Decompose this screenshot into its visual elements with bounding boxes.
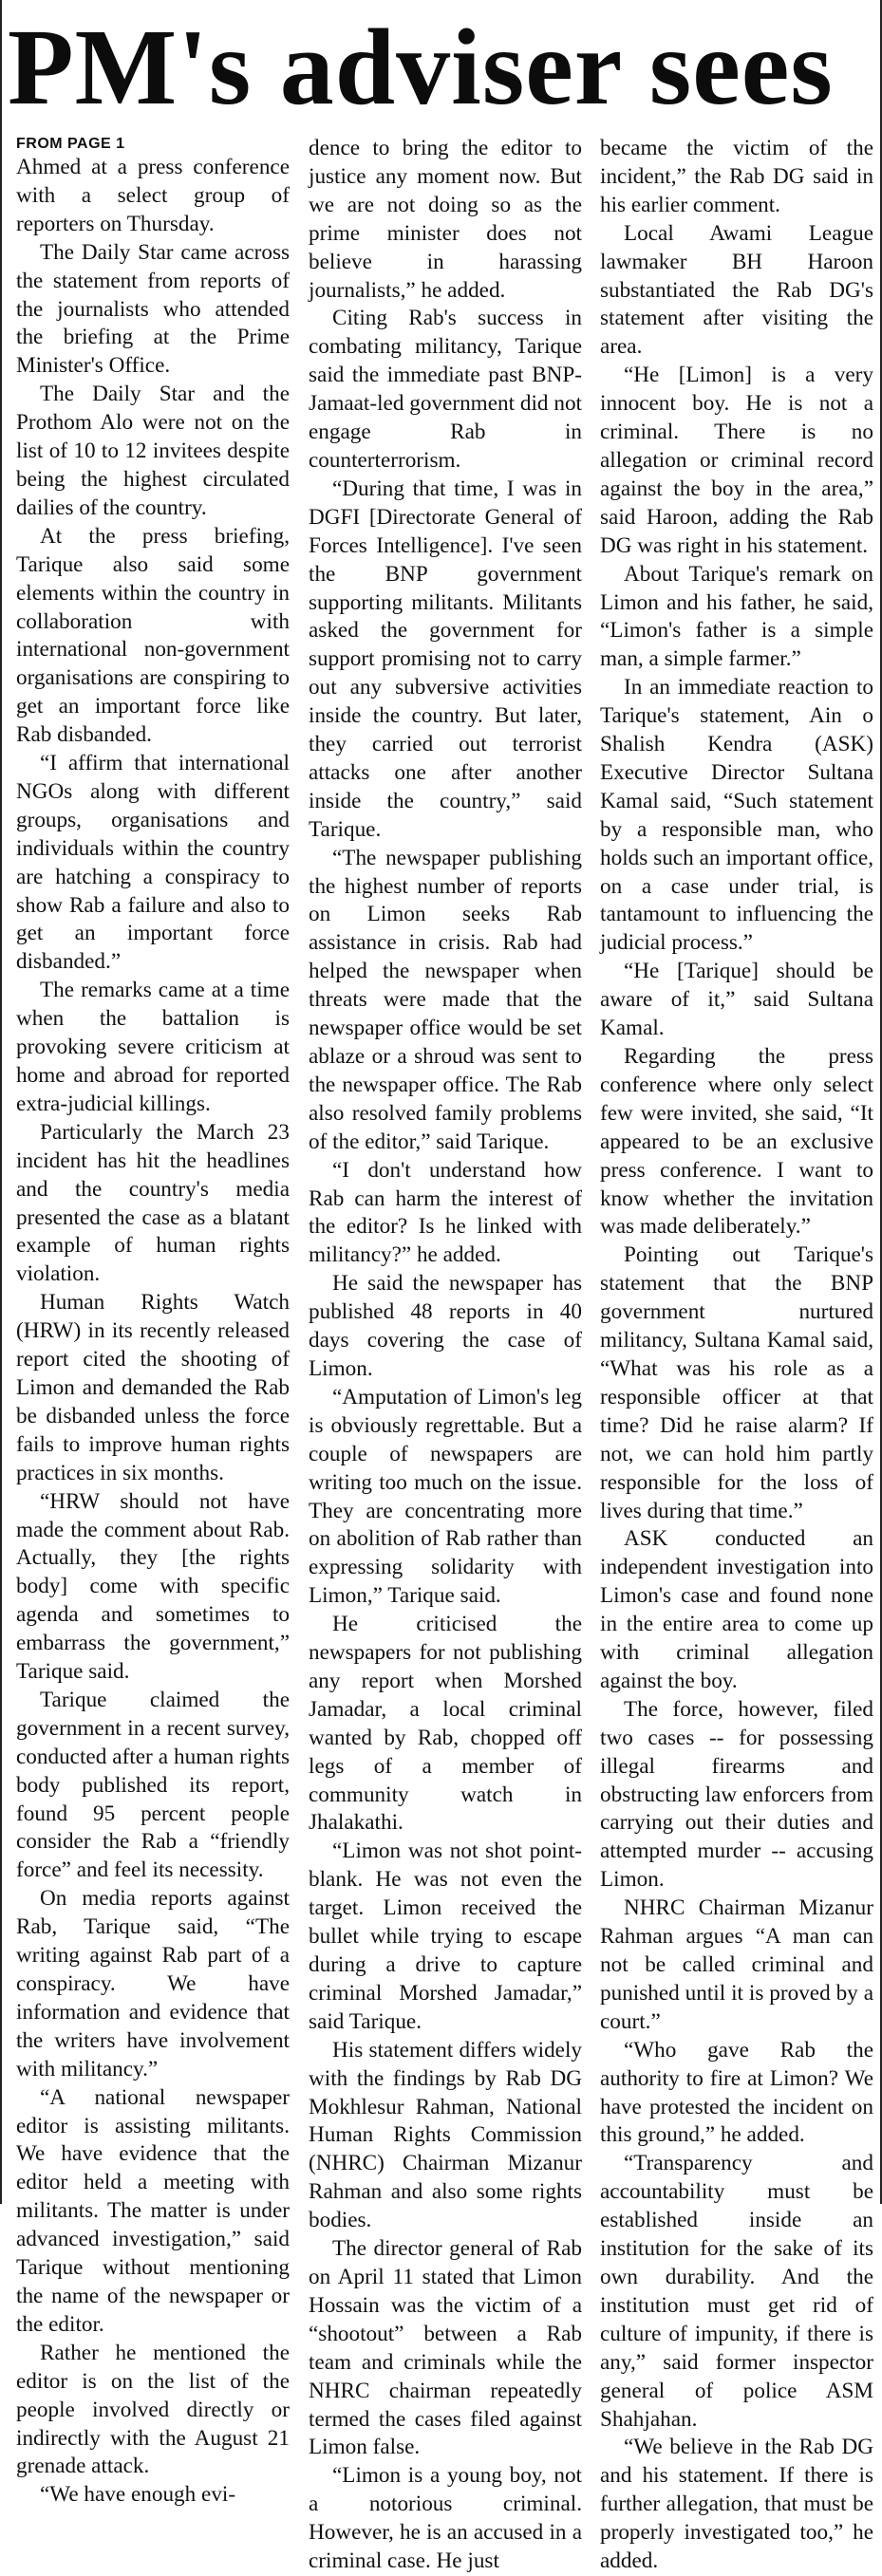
- article-paragraph: became the victim of the incident,” the Rab DG said in his earlier comment.: [600, 136, 873, 217]
- article-paragraph: “During that time, I was in DGFI [Directorate General of Forces Intelligence]. I've seen the BNP government supporting militants. Militants asked the government for support promising not to carry out any subversive activities inside the country. But later, they carried out terrorist attacks one after another inside the country,” said Tarique.: [309, 476, 582, 842]
- paragraphs: [600, 135, 873, 2576]
- article-paragraph: “We have enough evi-: [40, 2482, 236, 2508]
- article-paragraph: dence to bring the editor to justice any moment now. But we are not doing so as the prime minister does not believe in harassing journalists,” he added.: [309, 136, 582, 303]
- article-column-1: [16, 135, 290, 2510]
- article-paragraph: “The newspaper publishing the highest number of reports on Limon seeks Rab assistance in crisis. Rab had helped the newspaper when threats were made that the newspaper office would be set ablaze or a shroud was sent to the newspaper office. The Rab also resolved family problems of the editor,” said Tarique.: [309, 845, 582, 1154]
- article-paragraph: Local Awami League lawmaker BH Haroon substantiated the Rab DG's statement after visiting the area.: [600, 220, 873, 360]
- article-column-2: [309, 135, 582, 2576]
- article-paragraph: “Transparency and accountability must be established inside an institution for the sake of its own durability. And the institution must get rid of culture of impunity, if there is any,” said former inspector general of police ASM Shahjahan.: [600, 2151, 873, 2432]
- article-paragraph: Ahmed at a press conference with a select group of reporters on Thursday.: [16, 155, 290, 236]
- article-column-3: [600, 135, 873, 2576]
- article-paragraph: “HRW should not have made the comment about Rab. Actually, they [the rights body] come with specific agenda and sometimes to embarrass the government,” Tarique said.: [16, 1488, 290, 1685]
- article-paragraph: He criticised the newspapers for not publishing any report when Morshed Jamadar, a local criminal wanted by Rab, chopped off legs of a member of community watch in Jhalakathi.: [309, 1612, 582, 1836]
- paragraphs: [309, 135, 582, 2576]
- article-paragraph: ASK conducted an independent investigation into Limon's case and found none in the entire area to come up with criminal allegation against the boy.: [600, 1526, 873, 1693]
- article-paragraph: “He [Limon] is a very innocent boy. He is not a criminal. There is no allegation or criminal record against the boy in the area,” said Haroon, adding the Rab DG was right in his statement.: [600, 363, 873, 558]
- article-paragraph: Citing Rab's success in combating militancy, Tarique said the immediate past BNP-Jamaat-led government did not engage Rab in counterterrorism.: [309, 306, 582, 473]
- headline: PM's adviser sees: [8, 7, 834, 127]
- article-paragraph: “A national newspaper editor is assisting militants. We have evidence that the editor held a meeting with militants. The matter is under advanced investigation,” said Tarique without mentioning the name of the newspaper or the editor.: [16, 2084, 290, 2337]
- article-paragraph: “I don't understand how Rab can harm the interest of the editor? Is he linked with militancy?” he added.: [309, 1157, 582, 1268]
- article-paragraph: The Daily Star came across the statement from reports of the journalists who attended the briefing at the Prime Minister's Office.: [16, 239, 290, 379]
- article-paragraph: The remarks came at a time when the battalion is provoking severe criticism at home and abroad for reported extra-judicial killings.: [16, 978, 290, 1116]
- article-paragraph: “I affirm that international NGOs along with different groups, organisations and individuals within the country are hatching a conspiracy to show Rab a failure and also to get an important force disbanded.”: [16, 751, 290, 975]
- article-paragraph: Pointing out Tarique's statement that the BNP government nurtured militancy, Sultana Kamal said, “What was his role as a responsible officer at that time? Did he raise alarm? If not, we can hold him partly responsible for the loss of lives during that time.”: [600, 1242, 873, 1523]
- article-paragraph: Regarding the press conference where only select few were invited, she said, “It appeared to be an exclusive press conference. I want to know whether the invitation was made deliberately.”: [600, 1044, 873, 1240]
- article-paragraph: “Limon is a young boy, not a notorious criminal. However, he is an accused in a criminal case. He just: [309, 2463, 582, 2574]
- left-border: [0, 0, 2, 2204]
- article-paragraph: At the press briefing, Tarique also said some elements within the country in collaboration with international non-government organisations are conspiring to get an important force like Rab disbanded.: [16, 523, 290, 748]
- article-paragraph: About Tarique's remark on Limon and his father, he said, “Limon's father is a simple man, a simple farmer.”: [600, 561, 873, 672]
- article-paragraph: He said the newspaper has published 48 reports in 40 days covering the case of Limon.: [309, 1271, 582, 1381]
- article-paragraph: “Limon was not shot point-blank. He was not even the target. Limon received the bullet while trying to escape during a drive to capture criminal Morshed Jamadar,” said Tarique.: [309, 1839, 582, 2034]
- article-paragraph: In an immediate reaction to Tarique's statement, Ain o Shalish Kendra (ASK) Executive Director Sultana Kamal said, “Such statement by a responsible man, who holds such an important office, on a case under trial, is tantamount to influencing the judicial process.”: [600, 675, 873, 956]
- dateline: FROM PAGE 1: [16, 136, 125, 152]
- paragraphs: [16, 154, 290, 2510]
- article-paragraph: Human Rights Watch (HRW) in its recently released report cited the shooting of Limon and demanded the Rab be disbanded unless the force fails to improve human rights practices in six months.: [16, 1290, 290, 1485]
- article-paragraph: Particularly the March 23 incident has hit the headlines and the country's media presented the case as a blatant example of human rights violation.: [16, 1119, 290, 1287]
- article-paragraph: Tarique claimed the government in a recent survey, conducted after a human rights body published its report, found 95 percent people consider the Rab a “friendly force” and feel its necessity.: [16, 1687, 290, 1883]
- article-paragraph: “We believe in the Rab DG and his statement. If there is further allegation, that must be properly investigated too,” he added.: [600, 2435, 873, 2574]
- article-paragraph: On media reports against Rab, Tarique said, “The writing against Rab part of a conspiracy. We have information and evidence that the writers have involvement with militancy.”: [16, 1886, 290, 2081]
- article-paragraph: “He [Tarique] should be aware of it,” said Sultana Kamal.: [600, 959, 873, 1041]
- article-paragraph: “Who gave Rab the authority to fire at Limon? We have protested the incident on this ground,” he added.: [600, 2037, 873, 2148]
- article-paragraph: His statement differs widely with the findings by Rab DG Mokhlesur Rahman, National Human Rights Commission (NHRC) Chairman Mizanur Rahman and also some rights bodies.: [309, 2037, 582, 2233]
- article-paragraph: The force, however, filed two cases -- for possessing illegal firearms and obstructing law enforcers from carrying out their duties and attempted murder -- accusing Limon.: [600, 1696, 873, 1893]
- article-paragraph: Rather he mentioned the editor is on the list of the people involved directly or indirectly with the August 21 grenade attack.: [16, 2340, 290, 2479]
- article-paragraph: The Daily Star and the Prothom Alo were not on the list of 10 to 12 invitees despite being the highest circulated dailies of the country.: [16, 382, 290, 520]
- article-paragraph: “Amputation of Limon's leg is obviously regrettable. But a couple of newspapers are writing too much on the issue. They are concentrating more on abolition of Rab rather than expressing solidarity with Limon,” Tarique said.: [309, 1384, 582, 1609]
- article-paragraph: The director general of Rab on April 11 stated that Limon Hossain was the victim of a “shootout” between a Rab team and criminals while the NHRC chairman repeatedly termed the cases filed against Limon false.: [309, 2236, 582, 2460]
- article-paragraph: NHRC Chairman Mizanur Rahman argues “A man can not be called criminal and punished until it is proved by a court.”: [600, 1895, 873, 2034]
